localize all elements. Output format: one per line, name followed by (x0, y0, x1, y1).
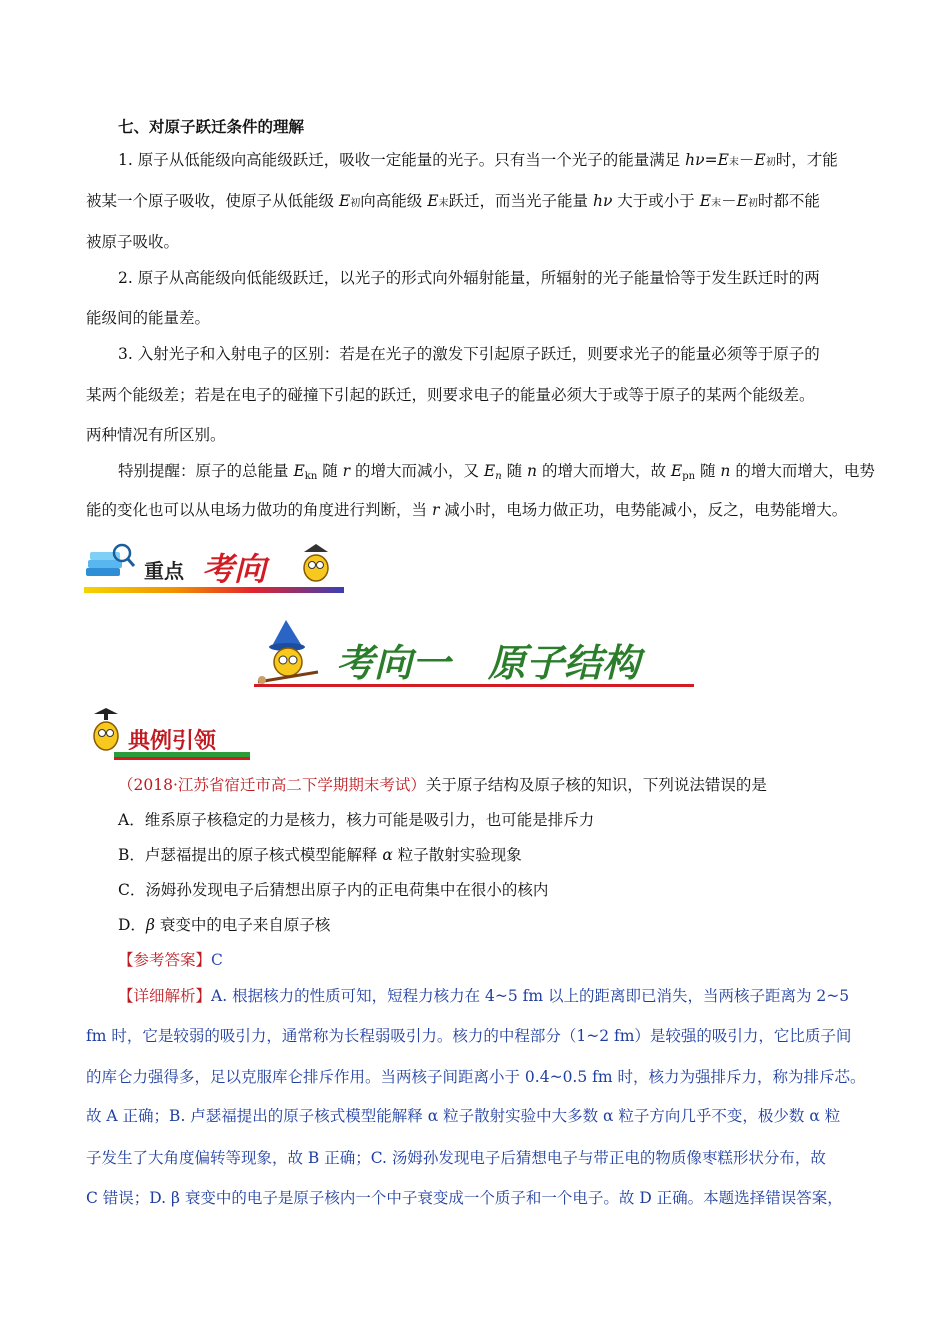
reference-answer (118, 953, 896, 969)
para2-line2: 能级间的能量差。 (86, 309, 211, 327)
explanation-label: 【详细解析】 (118, 987, 212, 1005)
question-stem: （2018·江苏省宿迁市高二下学期期末考试）关于原子结构及原子核的知识，下列说法错误的是 (118, 776, 767, 794)
para3-line3: 两种情况有所区别。 (86, 426, 226, 444)
explanation-line6: C 错误；D. β 衰变中的电子是原子核内一个中子衰变成一个质子和一个电子。故 D 正确。本题选择错误答案， (86, 1189, 843, 1207)
para1-line3: 被原子吸收。 (86, 233, 180, 251)
para2-line1: 2. 原子从高能级向低能级跃迁，以光子的形式向外辐射能量，所辐射的光子能量恰等于发生跃迁时的两 (118, 269, 820, 287)
answer-value: C (211, 951, 223, 969)
wizard-mascot-icon (258, 620, 318, 684)
topic-title: 考向一 原子结构 (336, 640, 641, 685)
para1-line1: 1. 原子从低能级向高能级跃迁，吸收一定能量的光子。只有当一个光子的能量满足 hν=E末－E初时，才能 (118, 151, 838, 169)
banner-small-text: 重点 (144, 559, 184, 583)
option-a: A．维系原子核稳定的力是核力，核力可能是吸引力，也可能是排斥力 (118, 811, 595, 829)
para1-line2: 被某一个原子吸收，使原子从低能级 E初向高能级 E末跃迁，而当光子能量 hν 大于或小于 E末－E初时都不能 (86, 192, 820, 210)
example-title: 典例引领 (128, 728, 217, 754)
section-heading: 七、对原子跃迁条件的理解 (118, 117, 305, 136)
option-d: D．β 衰变中的电子来自原子核 (118, 916, 331, 934)
mascot-icon (304, 544, 328, 581)
explanation-line2: fm 时，它是较弱的吸引力，通常称为长程弱吸引力。核力的中程部分（1~2 fm）是较强的吸引力，它比质子间 (86, 1027, 852, 1045)
key-direction-banner (84, 538, 346, 598)
question-source: （2018·江苏省宿迁市高二下学期期末考试） (118, 776, 426, 794)
explanation-line4: 故 A 正确；B. 卢瑟福提出的原子核式模型能解释 α 粒子散射实验中大多数 α 粒子方向几乎不变，极少数 α 粒 (86, 1107, 841, 1125)
para3-line1: 3. 入射光子和入射电子的区别：若是在光子的激发下引起原子跃迁，则要求光子的能量必须等于原子的 (118, 345, 820, 363)
option-c: C．汤姆孙发现电子后猜想出原子内的正电荷集中在很小的核内 (118, 881, 549, 899)
explanation-line5: 子发生了大角度偏转等现象，故 B 正确；C. 汤姆孙发现电子后猜想电子与带正电的物质像枣糕形状分布，故 (86, 1149, 826, 1167)
option-b: B．卢瑟福提出的原子核式模型能解释 α 粒子散射实验现象 (118, 846, 522, 864)
topic-banner (252, 618, 698, 692)
para4-line1: 特别提醒：原子的总能量 $E_{kn}$ 随 r 的增大而减小，又 $E_n$ 随 n 的增大而增大，故 $E_{pn}$ 随 n 的增大而增大，电势 (118, 462, 875, 482)
mascot-icon (94, 708, 118, 750)
banner-big-text: 考向 (202, 550, 267, 588)
books-icon (86, 545, 134, 576)
para4-line2: 能的变化也可以从电场力做功的角度进行判断，当 r 减小时，电场力做正功，电势能减小，反之，电势能增大。 (86, 501, 848, 519)
explanation-line3: 的库仑力强得多，足以克服库仑排斥作用。当两核子间距离小于 0.4~0.5 fm 时，核力为强排斥力，称为排斥芯。 (86, 1068, 866, 1086)
para3-line2: 某两个能级差；若是在电子的碰撞下引起的跃迁，则要求电子的能量必须大于或等于原子的某两个能级差。 (86, 386, 815, 404)
answer-label: 【参考答案】 (118, 951, 212, 969)
explanation-line1: 【详细解析】A. 根据核力的性质可知，短程力核力在 4~5 fm 以上的距离即已消失，当两核子距离为 2~5 (118, 987, 850, 1005)
example-banner (86, 706, 254, 762)
